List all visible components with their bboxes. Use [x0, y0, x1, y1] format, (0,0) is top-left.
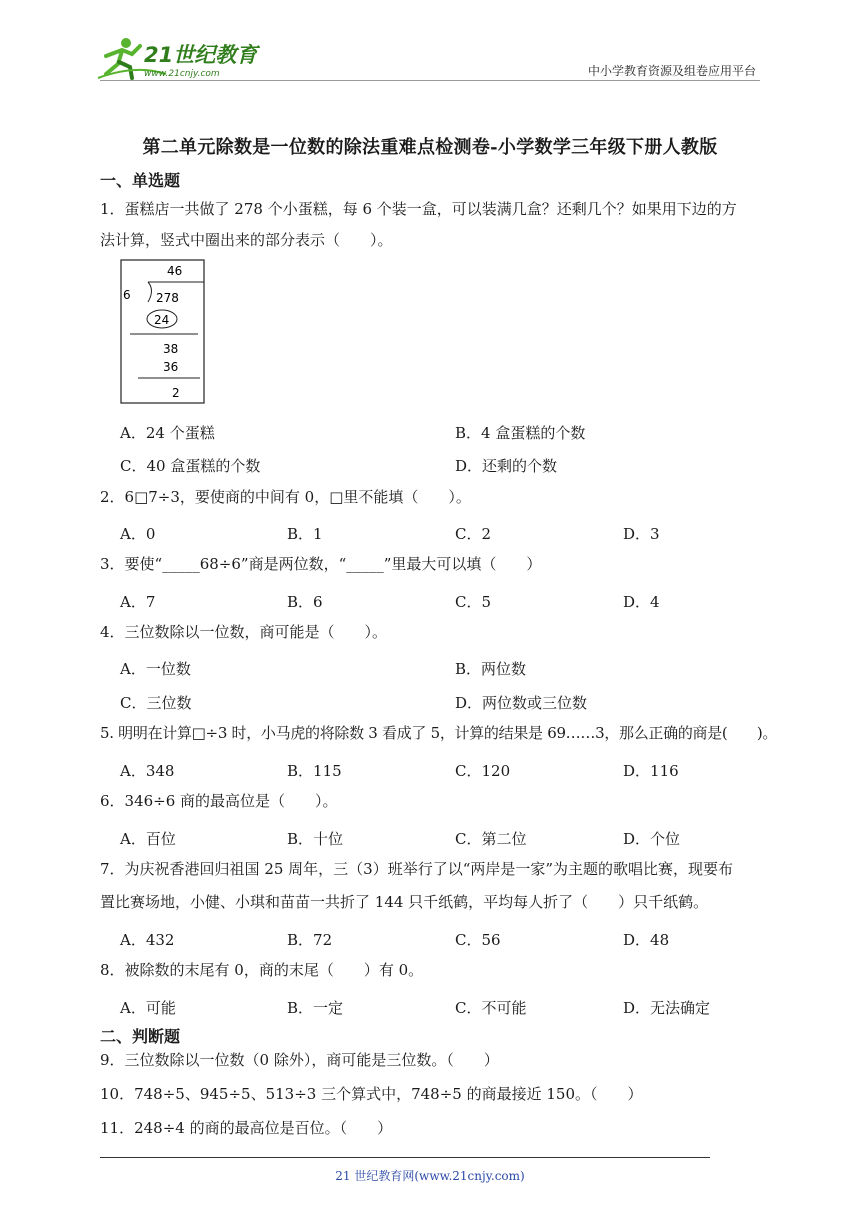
q7-option-c[interactable]: C．56	[455, 931, 501, 949]
question-11: 11．248÷4 的商的最高位是百位。（ ）	[100, 1119, 393, 1137]
long-division-figure	[118, 258, 208, 406]
q5-option-b[interactable]: B．115	[287, 762, 342, 780]
footer-text[interactable]: 21 世纪教育网(www.21cnjy.com)	[335, 1169, 525, 1183]
q3-option-b[interactable]: B．6	[287, 593, 323, 611]
q7-option-a[interactable]: A．432	[120, 931, 175, 949]
q4-option-b[interactable]: B．两位数	[455, 660, 527, 678]
figure-step-2: 38	[163, 342, 179, 356]
q6-option-a[interactable]: A．百位	[120, 830, 176, 848]
question-7-line-1: 7．为庆祝香港回归祖国 25 周年，三（3）班举行了以“两岸是一家”为主题的歌唱比赛，现要布	[100, 860, 734, 878]
header-divider	[100, 80, 760, 81]
question-3: 3．要使“_____68÷6”商是两位数，“_____”里最大可以填（ ）	[100, 555, 542, 573]
figure-dividend: 278	[156, 291, 179, 305]
q3-option-a[interactable]: A．7	[120, 593, 156, 611]
question-6: 6．346÷6 商的最高位是（ ）。	[100, 792, 338, 810]
q8-option-a[interactable]: A．可能	[120, 999, 176, 1017]
logo-text: 21世纪教育	[144, 43, 258, 67]
q3-option-d[interactable]: D．4	[623, 593, 660, 611]
question-10: 10．748÷5、945÷5、513÷3 三个算式中，748÷5 的商最接近 150。（ ）	[100, 1085, 643, 1103]
q2-option-d[interactable]: D．3	[623, 525, 660, 543]
logo	[96, 34, 261, 82]
q6-option-c[interactable]: C．第二位	[455, 830, 527, 848]
figure-circled-product: 24	[154, 313, 170, 327]
q4-option-d[interactable]: D．两位数或三位数	[455, 694, 588, 712]
q2-option-b[interactable]: B．1	[287, 525, 323, 543]
q5-option-a[interactable]: A．348	[120, 762, 175, 780]
q7-option-d[interactable]: D．48	[623, 931, 670, 949]
question-5: 5. 明明在计算□÷3 时，小马虎的将除数 3 看成了 5，计算的结果是 69……3，那么正确的商是( )。	[100, 724, 778, 742]
q1-option-d[interactable]: D．还剩的个数	[455, 457, 558, 475]
figure-quotient: 46	[167, 264, 183, 278]
q8-option-c[interactable]: C．不可能	[455, 999, 527, 1017]
question-7-line-2: 置比赛场地，小健、小琪和苗苗一共折了 144 只千纸鹤，平均每人折了（ ）只千纸鹤。	[100, 893, 709, 911]
section-single-choice: 一、单选题	[100, 171, 181, 190]
question-4: 4．三位数除以一位数，商可能是（ ）。	[100, 623, 388, 641]
q2-option-a[interactable]: A．0	[120, 525, 156, 543]
q3-option-c[interactable]: C．5	[455, 593, 492, 611]
logo-url: www.21cnjy.com	[144, 69, 220, 79]
question-1-line-2: 法计算，竖式中圈出来的部分表示（ ）。	[100, 231, 393, 249]
q5-option-c[interactable]: C．120	[455, 762, 511, 780]
figure-step-3: 36	[163, 360, 179, 374]
q6-option-b[interactable]: B．十位	[287, 830, 344, 848]
q2-option-c[interactable]: C．2	[455, 525, 492, 543]
q6-option-d[interactable]: D．个位	[623, 830, 681, 848]
q1-option-c[interactable]: C．40 盒蛋糕的个数	[120, 457, 261, 475]
question-8: 8．被除数的末尾有 0，商的末尾（ ）有 0。	[100, 961, 424, 979]
q1-option-b[interactable]: B．4 盒蛋糕的个数	[455, 424, 586, 442]
figure-divisor: 6	[123, 288, 131, 302]
q4-option-c[interactable]: C．三位数	[120, 694, 192, 712]
question-2: 2．6□7÷3，要使商的中间有 0，□里不能填（ ）。	[100, 488, 471, 506]
question-1-line-1: 1．蛋糕店一共做了 278 个小蛋糕，每 6 个装一盒，可以装满几盒？还剩几个？如果用下边的方	[100, 200, 737, 218]
q5-option-d[interactable]: D．116	[623, 762, 679, 780]
section-true-false: 二、判断题	[100, 1027, 181, 1046]
q8-option-d[interactable]: D．无法确定	[623, 999, 711, 1017]
q7-option-b[interactable]: B．72	[287, 931, 333, 949]
page-header	[0, 0, 860, 90]
page-title: 第二单元除数是一位数的除法重难点检测卷-小学数学三年级下册人教版	[142, 137, 718, 158]
question-9: 9．三位数除以一位数（0 除外），商可能是三位数。（ ）	[100, 1051, 499, 1069]
figure-remainder: 2	[172, 386, 180, 400]
q4-option-a[interactable]: A．一位数	[120, 660, 191, 678]
q8-option-b[interactable]: B．一定	[287, 999, 344, 1017]
q1-option-a[interactable]: A．24 个蛋糕	[120, 424, 215, 442]
footer-divider	[100, 1157, 710, 1158]
platform-name: 中小学教育资源及组卷应用平台	[587, 64, 756, 78]
